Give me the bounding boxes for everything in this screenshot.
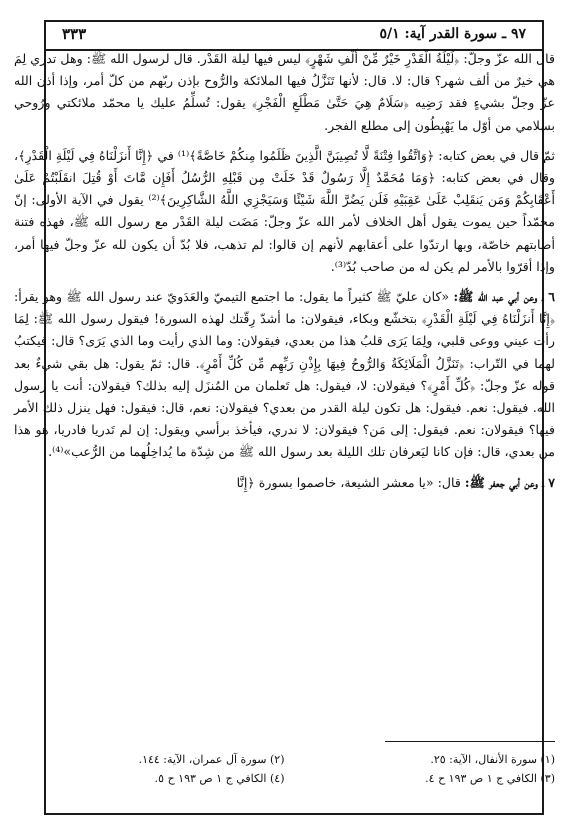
page-header (46, 22, 542, 51)
footnote-1: (١) سورة الأنفال، الآية: ٢٥. (430, 753, 555, 766)
page-number: ٣٣٣ (62, 25, 87, 43)
footnote-row (14, 750, 555, 769)
narration-7-text: قال: «يا معشر الشيعة، خاصموا بسورة ﴿إِنَّا (236, 474, 461, 490)
narration-6-text: «كان عليّ ﷺ كثيراً ما يقول: ما اجتمع التيميّ والعَدَويّ عند رسول الله ﷺ وهو يقرأ: ﴿إِنَّا أَنزَلْنَاهُ فِي لَيْلَةِ الْقَدْرِ﴾ بتخشّع وبكاء، فيقولان: ما أشدّ رِقّتك لهذه السورة! فيقول رسول الله ﷺ: لِمَا رأت عيني ووعى قلبي، ولِمَا يَرَى قلبُ هذا من بعدي، فيقولان: وما الذي رأيت وما الذي يَرَى؟ قال: فيكتبُ لهما في التّراب: ﴿تَنَزَّلُ الْمَلَائِكَةُ وَالرُّوحُ فِيهَا بِإِذْنِ رَبِّهِم مِّن كُلِّ أَمْرٍ﴾. قال: ثمّ يقول: هل بقي شيءٌ بعد قوله عزّ وجلّ: ﴿كُلِّ أَمْرٍ﴾؟ فيقولان: لا، فيقول: هل تَعلمان من المُنزَل إليه بذلك؟ فيقولان: أنت يا رسول الله. فيقول: نعم. فيقول: هل تكون ليلة القدر من بعدي؟ فيقولان: نعم، قال: فيقول: فهل ينزل ذلك الأمر فيها؟ فيقولان: نعم. فيقول: إلى مَن؟ فيقولان: لا ندري، فيأخذ برأسي ويقول: إن لم تَدريا فادريا، هو هذا من بعدي، قال: فإن كانا ليَعرفان تلك الليلة بعد رسول الله ﷺ من شِدّة ما يُداخِلُهما من الرُّعب»⁽⁴⁾. (14, 289, 555, 460)
paragraph-4 (14, 472, 555, 494)
surah-title: ٩٧ ـ سورة القدر آية: ٥/١ (379, 26, 526, 42)
body-text (14, 48, 555, 494)
footnote-divider (385, 741, 555, 742)
paragraph-2: ثمّ قال في بعض كتابه: ﴿وَاتَّقُوا فِتْنَةً لَّا تُصِيبَنَّ الَّذِينَ ظَلَمُوا مِنكُمْ خَاصَّةً﴾⁽¹⁾ في ﴿إِنَّا أَنزَلْنَاهُ فِي لَيْلَةِ الْقَدْرِ﴾، وقال في بعض كتابه: ﴿وَمَا مُحَمَّدٌ إِلَّا رَسُولٌ قَدْ خَلَتْ مِن قَبْلِهِ الرُّسُلُ أَفَإِن مَّاتَ أَوْ قُتِلَ انقَلَبْتُمْ عَلَىٰ أَعْقَابِكُمْ وَمَن يَنقَلِبْ عَلَىٰ عَقِبَيْهِ فَلَن يَضُرَّ اللَّهَ شَيْئًا وَسَيَجْزِي اللَّهُ الشَّاكِرِينَ﴾⁽²⁾ يقول في الآية الأولى: إنّ محمّداً حين يموت يقول أهل الخلاف لأمر الله عزّ وجلّ: مَضَت ليلة القَدْر مع رسول الله ﷺ، فهذه فتنة أصابتهم خاصّة، وبها ارتدّوا على أعقابهم لأنهم إن قالوا: لم تذهب، فلا بُدّ أن يكون لله عزّ وجلّ فيها أمر، وإذا أقرّوا بالأمر لم يكن له من صاحب بُدّ⁽³⁾. (14, 147, 555, 274)
paragraph-1: قال الله عزّ وجلّ: ﴿لَيْلَةُ الْقَدْرِ خَيْرٌ مِّنْ أَلْفِ شَهْرٍ﴾ ليس فيها ليلة القَدْر. قال لرسول الله ﷺ: وهل تدري لِمَ هي خيرٌ من ألف شهر؟ قال: لا. قال: لأنها تَنَزَّلُ فيها الملائكة والرُّوح بإذن ربّهم من كلّ أمر، وإذا أذن الله عزّ وجلّ بشيءٍ فقد رَضِيه ﴿سَلَامٌ هِيَ حَتَّىٰ مَطْلَعِ الْفَجْرِ﴾ يقول: تُسلِّمُ عليك يا محمّد ملائكتي ورُوحي بسلامي من أوّل ما يَهْبِطُون إلى مطلع الفجر. (14, 51, 555, 133)
footnote-3: (٣) الكافي ج ١ ص ١٩٣ ح ٤. (425, 772, 555, 785)
footnote-4: (٤) الكافي ج ١ ص ١٩٣ ح ٥. (154, 772, 285, 785)
footnote-2: (٢) سورة آل عمران، الآية: ١٤٤. (138, 753, 285, 766)
narration-6-heading: ٦ ـ وعن أبي عبد الله ﷺ: (453, 289, 555, 305)
narration-7-heading: ٧ ـ وعن أبي جعفر ﷺ: (464, 474, 555, 490)
footnotes (14, 750, 555, 788)
footnote-row (14, 769, 555, 788)
paragraph-3 (14, 286, 555, 464)
